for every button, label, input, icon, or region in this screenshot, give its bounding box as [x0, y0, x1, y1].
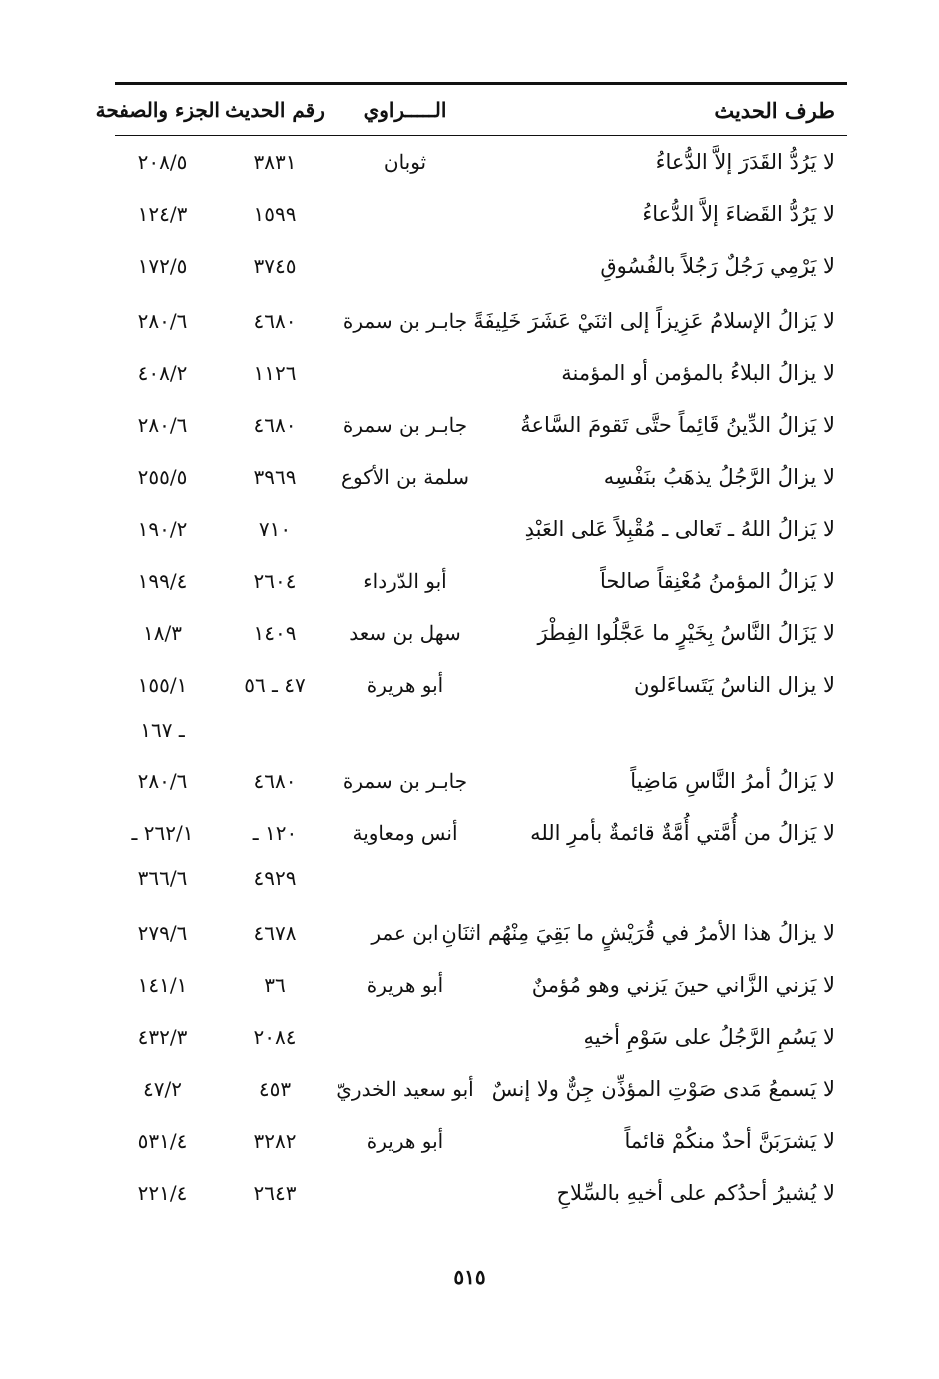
row-volume-page: ٤٣٢/٣ [137, 1025, 188, 1049]
row-number: ٤٥٣ [258, 1077, 292, 1101]
row-hadith: لا يزالُ الرَّجُلُ يذهَبُ بنَفْسِه [603, 465, 835, 489]
row-number: ٤٦٧٨ [253, 921, 297, 945]
row-volume-page: ١٥٥/١ [137, 673, 188, 697]
row-number: ٢٦٤٣ [253, 1181, 297, 1205]
row-hadith: لا يُشيرُ أحدُكم على أخيهِ بالسِّلاحِ [556, 1181, 835, 1205]
row-number: ٤٦٨٠ [253, 769, 297, 793]
header-number: رقم الحديث [225, 98, 325, 122]
header-volume-page: الجزء والصفحة [95, 98, 220, 122]
row-volume-page: ٢٠٨/٥ [137, 150, 188, 174]
row-volume-page: ١٩٩/٤ [137, 569, 188, 593]
row-hadith: لا يزال الناسُ يَتَساءَلون [634, 673, 835, 697]
row-hadith: لا يَزَالُ النَّاسُ بِخَيْرٍ ما عَجَّلُوا الفِطْرَ [537, 621, 835, 645]
row-volume-page: ٢٨٠/٦ [137, 769, 188, 793]
row-narrator: أبو هريرة [366, 673, 444, 697]
row-volume-page: ٤٧/٢ [143, 1077, 182, 1101]
row-volume-page: ١٤١/١ [137, 973, 188, 997]
row-narrator: أبو هريرة [366, 1129, 444, 1153]
row-hadith: لا يَزالُ اللهُ ـ تَعالى ـ مُقْبِلاً عَلى العَبْدِ [524, 517, 835, 541]
row-number: ٤٦٨٠ [253, 413, 297, 437]
row-narrator: أبو سعيد الخدريّ [336, 1077, 474, 1101]
row-hadith: لا يَزالُ الدِّينُ قَائِماً حتَّى تَقومَ السَّاعةُ [520, 413, 835, 437]
row-hadith: لا يَرُدُّ القَدَرَ إلاَّ الدُّعاءُ [655, 150, 835, 174]
row-hadith: لا يَزالُ الإسلامُ عَزِيزاً إلى اثنَيْ عَشَرَ خَلِيفَةً [473, 309, 835, 333]
row-number: ٣٧٤٥ [253, 254, 297, 278]
top-rule [115, 82, 847, 85]
header-rule [115, 135, 847, 136]
row-volume-page: ٢٦٢/١ ـ [131, 821, 194, 845]
row-number: ٢٠٨٤ [253, 1025, 297, 1049]
row-volume-page: ٢٨٠/٦ [137, 309, 188, 333]
row-narrator: سهل بن سعد [349, 621, 461, 645]
row-narrator: جابـر بن سمرة [342, 413, 468, 437]
row-hadith: لا يَرْمِي رَجُلٌ رَجُلاً بالفُسُوقِ [600, 254, 835, 278]
row-hadith: لا يَشرَبَنَّ أحدٌ منكُمْ قائماً [624, 1129, 835, 1153]
row-narrator: ثوبان [383, 150, 427, 174]
row-narrator: أبو الدّرداء [363, 569, 447, 593]
row-volume-page: ـ ١٦٧ [140, 718, 185, 742]
header-hadith: طرف الحديث [714, 98, 835, 123]
row-narrator: جابـر بن سمرة [342, 309, 468, 333]
row-volume-page: ١٩٠/٢ [137, 517, 188, 541]
row-narrator: سلمة بن الأكوع [341, 465, 469, 489]
row-narrator: ابن عمر [371, 921, 439, 945]
row-number: ١٢٠ ـ [252, 821, 298, 845]
row-narrator: جابـر بن سمرة [342, 769, 468, 793]
row-volume-page: ٢٨٠/٦ [137, 413, 188, 437]
row-number: ٢٦٠٤ [253, 569, 297, 593]
row-number: ٣٦ [264, 973, 286, 997]
row-narrator: أبو هريرة [366, 973, 444, 997]
row-volume-page: ٢٧٩/٦ [137, 921, 188, 945]
row-hadith: لا يَسمعُ مَدى صَوْتِ المؤذِّن جِنٌّ ولا إنسٌ [491, 1077, 835, 1101]
row-volume-page: ٥٣١/٤ [137, 1129, 188, 1153]
page-number: ٥١٥ [453, 1265, 486, 1289]
row-volume-page: ١٧٢/٥ [137, 254, 188, 278]
row-number: ٣٢٨٢ [253, 1129, 297, 1153]
row-number: ٤٦٨٠ [253, 309, 297, 333]
row-number: ٤٧ ـ ٥٦ [244, 673, 306, 697]
row-number: ١٤٠٩ [253, 621, 297, 645]
row-number: ١٥٩٩ [253, 202, 297, 226]
row-volume-page: ٢٢١/٤ [137, 1181, 188, 1205]
row-number: ١١٢٦ [253, 361, 297, 385]
row-narrator: أنس ومعاوية [352, 821, 458, 845]
row-volume-page: ١٢٤/٣ [137, 202, 188, 226]
row-hadith: لا يَسُمِ الرَّجُلُ على سَوْمِ أخيهِ [583, 1025, 835, 1049]
row-volume-page: ٤٠٨/٢ [137, 361, 188, 385]
row-number: ٣٩٦٩ [253, 465, 297, 489]
row-hadith: لا يَزالُ أمرُ النَّاسِ مَاضِياً [630, 769, 835, 793]
row-hadith: لا يَزني الزَّاني حينَ يَزني وهو مُؤمنٌ [531, 973, 835, 997]
row-volume-page: ٢٥٥/٥ [137, 465, 188, 489]
row-number: ٧١٠ [258, 517, 292, 541]
row-hadith: لا يزالُ البلاءُ بالمؤمن أو المؤمنة [561, 361, 835, 385]
row-number: ٣٨٣١ [253, 150, 297, 174]
row-volume-page: ١٨/٣ [143, 621, 182, 645]
header-narrator: الـــــراوي [363, 98, 447, 122]
row-hadith: لا يَرُدُّ القَضاءَ إلاَّ الدُّعاءُ [642, 202, 835, 226]
row-volume-page: ٣٦٦/٦ [137, 866, 188, 890]
row-hadith: لا يَزالُ المؤمنُ مُعْنِقاً صالحاً [600, 569, 835, 593]
row-hadith: لا يزالُ هذا الأمرُ في قُرَيْشٍ ما بَقِيَ مِنْهُم اثنَانِ [441, 921, 835, 945]
row-number: ٤٩٢٩ [253, 866, 297, 890]
row-hadith: لا يَزالُ من أُمَّتي أُمَّةٌ قائمةٌ بأمرِ الله [530, 821, 835, 845]
